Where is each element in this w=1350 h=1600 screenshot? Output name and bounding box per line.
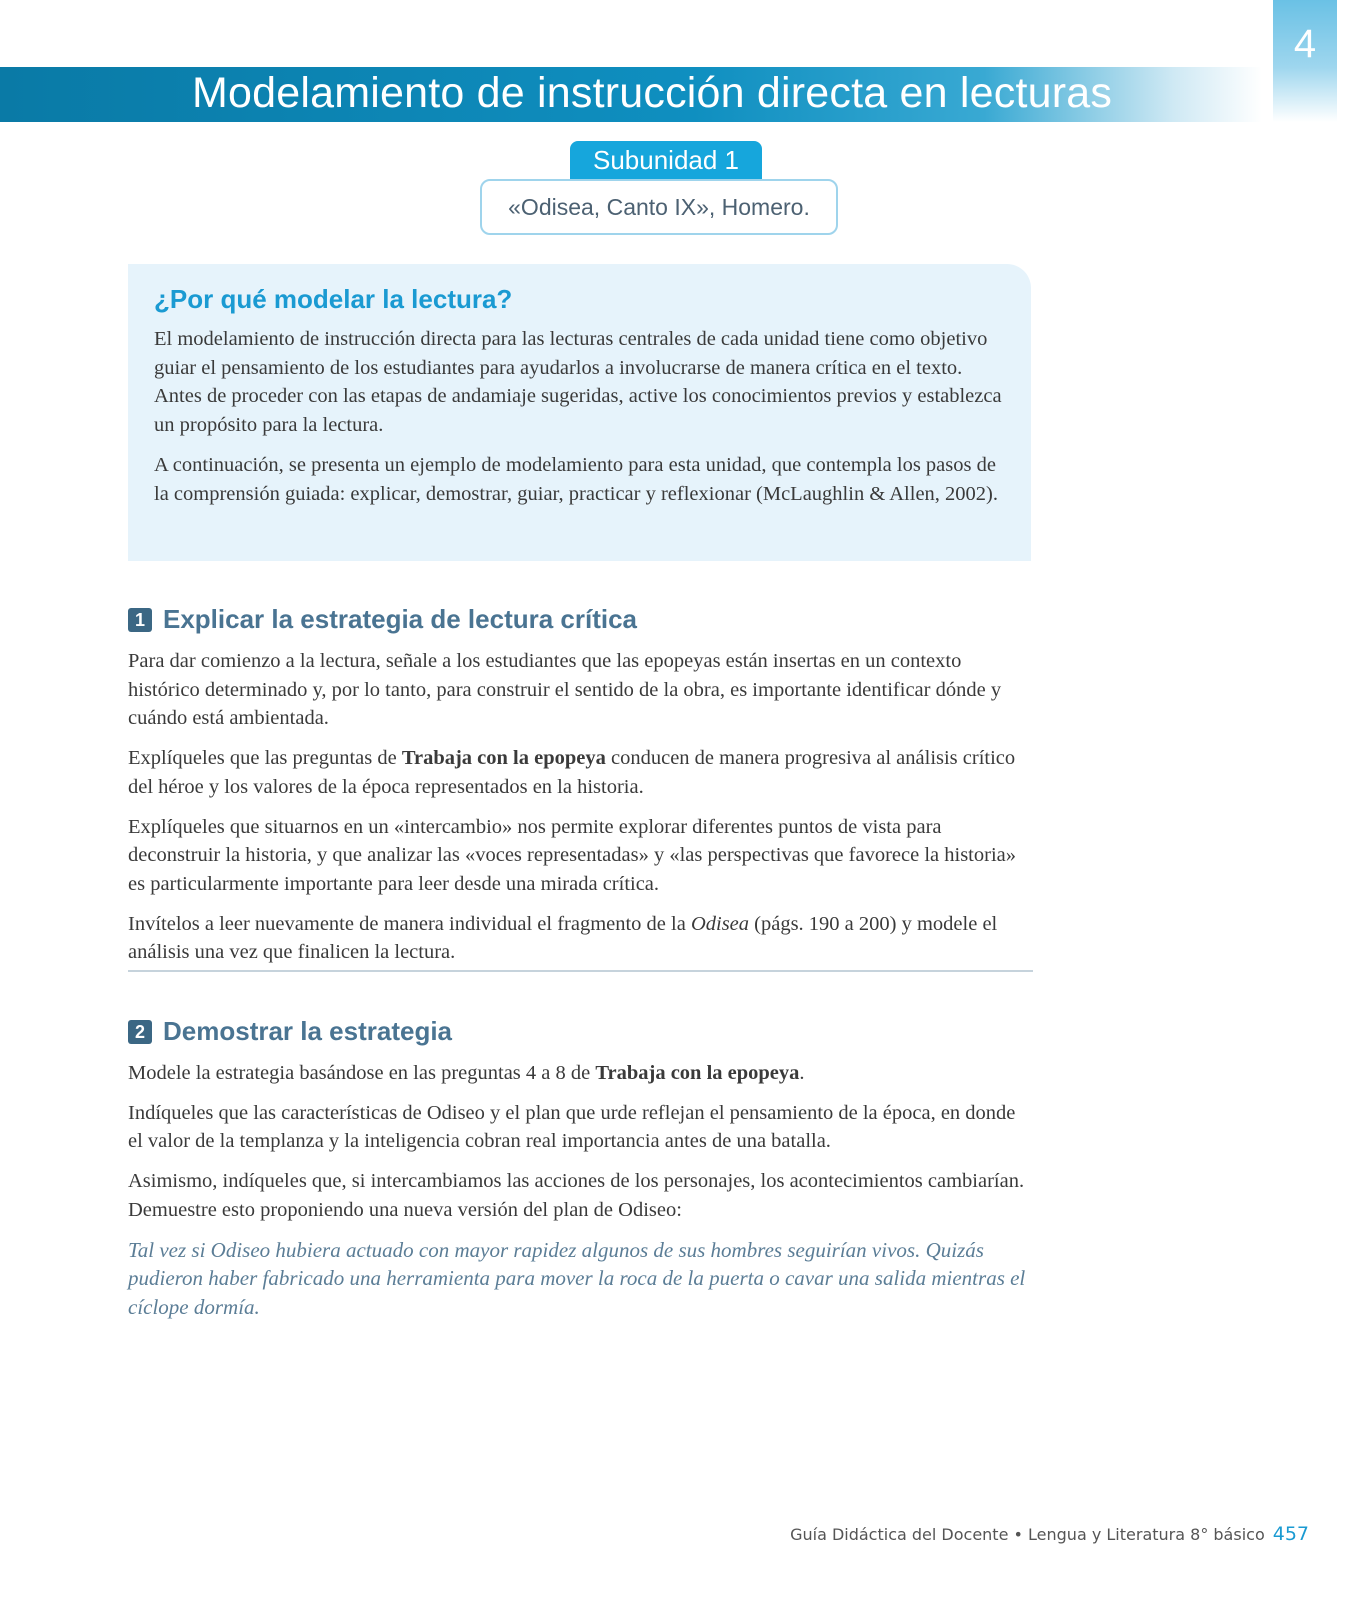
section-explain [128,604,1033,967]
section-demonstrate [128,1016,1033,1322]
example-text: Tal vez si Odiseo hubiera actuado con mayor rapidez algunos de sus hombres seguirían vivos. Quizás pudieron haber fabricado una herramienta para mover la roca de la puerta o cavar una salida mientras el cíclope dormía. [128,1237,1026,1319]
section-heading [128,604,1033,635]
step-number-badge: 2 [128,1020,152,1044]
page-title: Modelamiento de instrucción directa en lecturas [192,69,1113,117]
paragraph: Invítelos a leer nuevamente de manera individual el fragmento de la Odisea (págs. 190 a 200) y modele el análisis una vez que finalicen la lectura. [128,912,998,964]
paragraph: Explíqueles que las preguntas de Trabaja con la epopeya conducen de manera progresiva al análisis crítico del héroe y los valores de la época representados en la historia. [128,747,1016,798]
title-band [0,67,1262,122]
intro-box [128,264,1031,561]
italic-title: Odisea [690,912,750,935]
paragraph: Para dar comienzo a la lectura, señale a los estudiantes que las epopeyas están insertas en un contexto histórico determinado y, por lo tanto, para construir el sentido de la obra, es importante identificar dónde y cuándo está ambientada. [128,650,1002,730]
bold-reference: Trabaja con la epopeya [401,747,606,770]
unit-tab [1273,0,1337,122]
section-divider [128,970,1033,972]
step-number-badge: 1 [128,608,152,632]
intro-heading: ¿Por qué modelar la lectura? [154,284,513,314]
footer-text: Guía Didáctica del Docente • Lengua y Literatura 8° básico [790,1525,1265,1544]
intro-paragraph: A continuación, se presenta un ejemplo de modelamiento para esta unidad, que contempla los pasos de la comprensión guiada: explicar, demostrar, guiar, practicar y reflexionar (McLaughlin & Allen, 2002). [154,453,999,505]
paragraph: Asimismo, indíqueles que, si intercambiamos las acciones de los personajes, los acontecimientos cambiarían. Demuestre esto proponiendo una nueva versión del plan de Odiseo: [128,1170,1025,1221]
paragraph: Modele la estrategia basándose en las preguntas 4 a 8 de Trabaja con la epopeya. [128,1062,805,1084]
section-title: Explicar la estrategia de lectura crítica [163,604,638,634]
intro-paragraph: El modelamiento de instrucción directa para las lecturas centrales de cada unidad tiene como objetivo guiar el pensamiento de los estudiantes para ayudarlos a involucrarse de manera crítica en el texto. Antes de proceder con las etapas de andamiaje sugeridas, active los conocimientos previos y establezca un propósito para la lectura. [154,328,1002,437]
page-number: 457 [1272,1523,1309,1545]
section-heading [128,1016,1033,1047]
reading-title: «Odisea, Canto IX», Homero. [480,179,838,235]
paragraph: Indíqueles que las características de Odiseo y el plan que urde reflejan el pensamiento de la época, en donde el valor de la templanza y la inteligencia cobran real importancia antes de una batalla. [128,1101,1016,1153]
section-title: Demostrar la estrategia [163,1016,453,1046]
page-footer [790,1523,1309,1545]
subunit-label: Subunidad 1 [570,141,762,179]
bold-reference: Trabaja con la epopeya [595,1062,800,1084]
paragraph: Explíqueles que situarnos en un «intercambio» nos permite explorar diferentes puntos de vista para deconstruir la historia, y que analizar las «voces representadas» y «las perspectivas que favorece la historia» es particularmente importante para leer desde una mirada crítica. [128,815,1016,895]
unit-number: 4 [1293,22,1317,66]
